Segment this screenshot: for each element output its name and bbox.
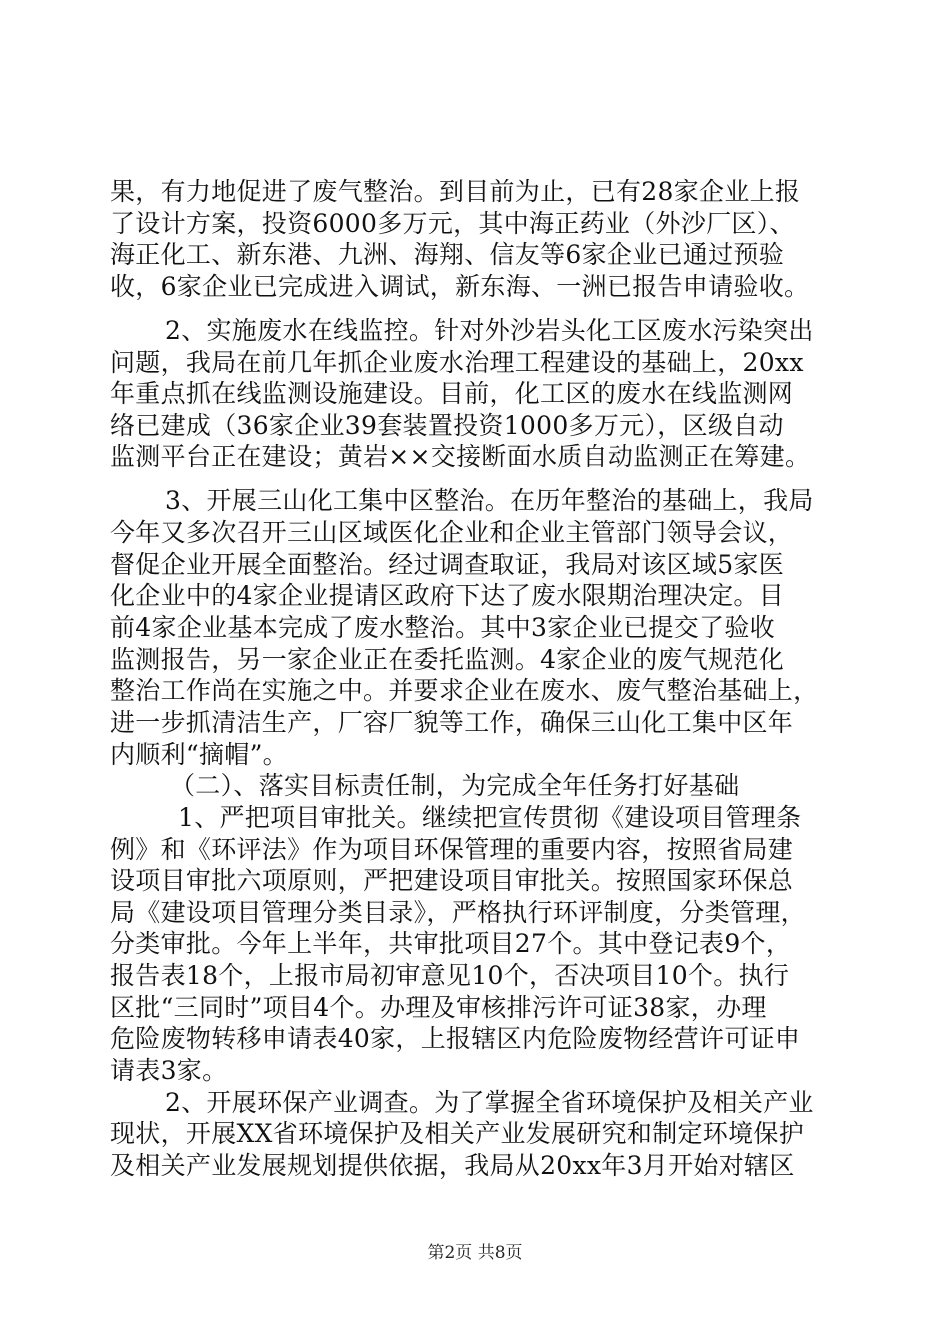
body-text-line: 例》和《环评法》作为项目环保管理的重要内容，按照省局建 — [110, 835, 794, 864]
body-text-line: 现状，开展XX省环境保护及相关产业发展研究和制定环境保护 — [110, 1119, 804, 1148]
body-text-line: 及相关产业发展规划提供依据，我局从20xx年3月开始对辖区 — [110, 1151, 795, 1180]
body-text-line: 设项目审批六项原则，严把建设项目审批关。按照国家环保总 — [110, 866, 794, 895]
body-text-line: 报告表18个，上报市局初审意见10个，否决项目10个。执行 — [110, 961, 790, 990]
body-text-line: 收，6家企业已完成进入调试，新东海、一洲已报告申请验收。 — [110, 272, 810, 301]
body-text-line: 前4家企业基本完成了废水整治。其中3家企业已提交了验收 — [110, 613, 775, 642]
body-text-line: 今年又多次召开三山区域医化企业和企业主管部门领导会议， — [110, 518, 794, 547]
body-text-line: 局《建设项目管理分类目录》，严格执行环评制度，分类管理， — [110, 898, 806, 927]
section-heading: （二）、落实目标责任制，为完成全年任务打好基础 — [170, 771, 740, 800]
body-text-line: 督促企业开展全面整治。经过调查取证，我局对该区域5家医 — [110, 550, 785, 579]
body-text-line: 监测平台正在建设；黄岩××交接断面水质自动监测正在筹建。 — [110, 442, 811, 471]
paragraph-first-line: 1、严把项目审批关。继续把宣传贯彻《建设项目管理条 — [178, 803, 802, 832]
paragraph-first-line: 2、实施废水在线监控。针对外沙岩头化工区废水污染突出 — [165, 316, 814, 345]
paragraph-first-line: 2、开展环保产业调查。为了掌握全省环境保护及相关产业 — [165, 1088, 814, 1117]
body-text-line: 化企业中的4家企业提请区政府下达了废水限期治理决定。目 — [110, 581, 785, 610]
body-text-line: 监测报告，另一家企业正在委托监测。4家企业的废气规范化 — [110, 645, 785, 674]
body-text-line: 果，有力地促进了废气整治。到目前为止，已有28家企业上报 — [110, 177, 801, 206]
body-text-line: 年重点抓在线监测设施建设。目前，化工区的废水在线监测网 — [110, 379, 794, 408]
body-text-line: 了设计方案，投资6000多万元，其中海正药业（外沙厂区）、 — [110, 209, 795, 238]
paragraph-first-line: 3、开展三山化工集中区整治。在历年整治的基础上，我局 — [165, 486, 814, 515]
body-text-line: 请表3家。 — [110, 1056, 228, 1085]
body-text-line: 问题，我局在前几年抓企业废水治理工程建设的基础上，20xx — [110, 348, 804, 377]
body-text-line: 海正化工、新东港、九洲、海翔、信友等6家企业已通过预验 — [110, 240, 785, 269]
body-text-line: 进一步抓清洁生产，厂容厂貌等工作，确保三山化工集中区年 — [110, 708, 794, 737]
body-text-line: 分类审批。今年上半年，共审批项目27个。其中登记表9个， — [110, 929, 792, 958]
body-text-line: 内顺利“摘帽”。 — [110, 740, 288, 769]
body-text-line: 危险废物转移申请表40家，上报辖区内危险废物经营许可证申 — [110, 1024, 801, 1053]
body-text-line: 络已建成（36家企业39套装置投资1000多万元），区级自动 — [110, 411, 784, 440]
body-text-line: 区批“三同时”项目4个。办理及审核排污许可证38家，办理 — [110, 993, 767, 1022]
body-text-line: 整治工作尚在实施之中。并要求企业在废水、废气整治基础上， — [110, 676, 819, 705]
page-footer: 第2页 共8页 — [427, 1243, 523, 1263]
